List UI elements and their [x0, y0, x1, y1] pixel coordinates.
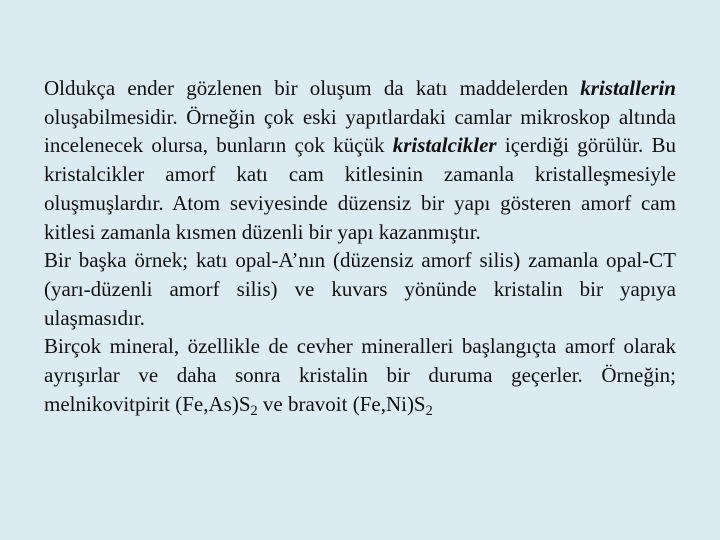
- paragraph-ore-minerals: [44, 332, 676, 418]
- paragraph-1-text: içerdiği görülür. Bu kristalcikler amorf katı cam kitlesinin zamanla kristalleşmesiyle oluşmuşlardır. Atom seviyesinde düzensiz bir yapı gösteren amorf cam kitlesi zamanla kısmen düzenli bir yapı kazanmıştır.: [44, 133, 676, 244]
- body-text: [44, 74, 676, 418]
- paragraph-2-text: Bir başka örnek; katı opal-A’nın (düzensiz amorf silis) zamanla opal-CT (yarı-düzenli amorf silis) ve kuvars yönünde kristalin bir yapıya ulaşmasıdır.: [44, 248, 676, 330]
- paragraph-opal-example: [44, 246, 676, 332]
- subscript: 2: [425, 402, 433, 419]
- paragraph-1-text: oluşabilmesidir. Örneğin çok eski yapıtlardaki camlar mikroskop altında incelenecek olursa, bunların çok küçük: [44, 104, 676, 158]
- paragraph-3-text: ve bravoit (Fe,Ni)S: [257, 391, 426, 416]
- subscript: 2: [250, 402, 258, 419]
- emphasis-kristalcikler: kristalcikler: [392, 133, 497, 158]
- paragraph-crystal-formation: [44, 74, 676, 246]
- paragraph-1-text: Oldukça ender gözlenen bir oluşum da katı maddelerden: [44, 76, 581, 100]
- emphasis-kristallerin: kristallerin: [580, 76, 676, 100]
- paragraph-3-text: Birçok mineral, özellikle de cevher mineralleri başlangıçta amorf olarak ayrışırlar ve daha sonra kristalin bir duruma geçerler. Örneğin; melnikovitpirit (Fe,As)S: [44, 334, 676, 416]
